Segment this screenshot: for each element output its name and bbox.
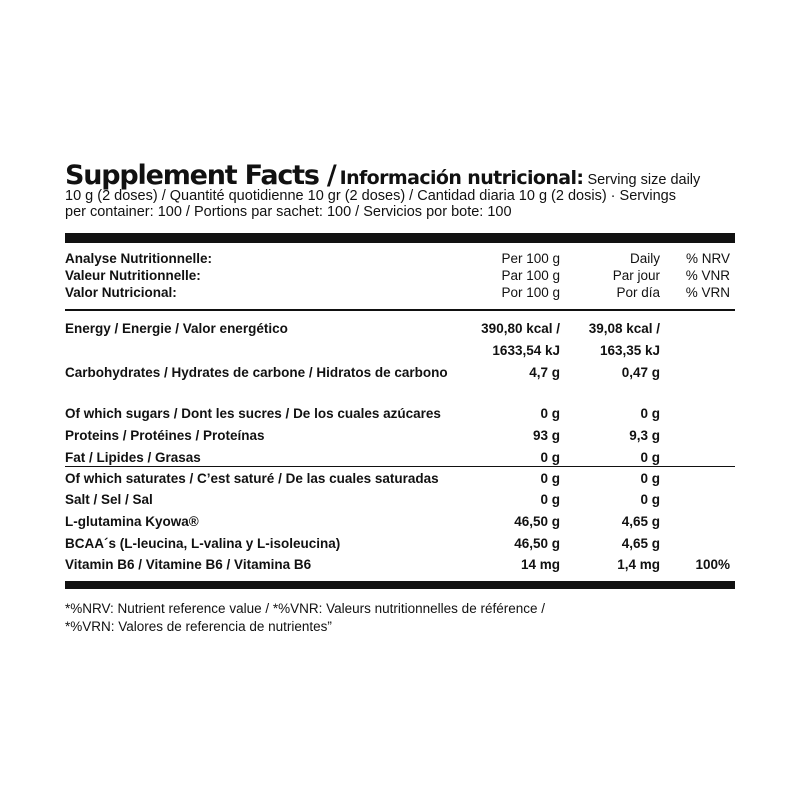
- nutrient-label: L-glutamina Kyowa®: [65, 514, 199, 529]
- footnote-line-1: *%NRV: Nutrient reference value / *%VNR: Valeurs nutritionnelles de référence /: [65, 601, 545, 616]
- nutrient-per100: 4,7 g: [529, 365, 560, 380]
- nutrient-row: [65, 470, 735, 488]
- column-header-row: [65, 267, 735, 285]
- title-english: Supplement Facts /: [65, 160, 336, 191]
- footnote-line-2: *%VRN: Valores de referencia de nutrientes”: [65, 619, 332, 634]
- nutrient-per100: 46,50 g: [514, 536, 560, 551]
- nutrient-daily: 0 g: [640, 450, 660, 465]
- nutrient-label: Fat / Lipides / Grasas: [65, 450, 201, 465]
- column-header-row: [65, 284, 735, 302]
- nutrient-daily: 4,65 g: [621, 536, 660, 551]
- nutrient-label: Of which sugars / Dont les sucres / De los cuales azúcares: [65, 406, 441, 421]
- header-divider: [65, 309, 735, 311]
- bottom-thick-divider: [65, 581, 735, 589]
- nutrient-daily: 0 g: [640, 406, 660, 421]
- column-header-label: Valor Nutricional:: [65, 285, 177, 300]
- nutrient-per100: 93 g: [532, 428, 560, 443]
- column-header-label: Analyse Nutritionnelle:: [65, 251, 213, 266]
- column-header-row: [65, 250, 735, 268]
- nutrient-label: Energy / Energie / Valor energético: [65, 321, 288, 336]
- serving-line-3: per container: 100 / Portions par sachet: 100 / Servicios por bote: 100: [65, 204, 512, 220]
- nutrient-row: [65, 427, 735, 445]
- nutrient-row: [65, 342, 735, 360]
- column-header-label: Valeur Nutritionnelle:: [65, 268, 201, 283]
- column-header-ref: % NRV: [685, 251, 730, 266]
- thick-divider: [65, 233, 735, 243]
- nutrient-label: Salt / Sel / Sal: [65, 492, 153, 507]
- column-header-daily: Par jour: [612, 268, 660, 283]
- nutrient-label: Vitamin B6 / Vitamine B6 / Vitamina B6: [65, 557, 312, 572]
- nutrient-daily: 163,35 kJ: [599, 343, 660, 358]
- nutrient-label: Carbohydrates / Hydrates de carbone / Hidratos de carbono: [65, 365, 448, 380]
- nutrient-daily: 0 g: [640, 471, 660, 486]
- nutrient-row: [65, 491, 735, 509]
- serving-size-text: Serving size daily: [587, 172, 701, 188]
- nutrient-per100: 46,50 g: [514, 514, 560, 529]
- nutrient-row: [65, 320, 735, 338]
- nutrient-per100: 0 g: [540, 471, 560, 486]
- column-header-daily: Daily: [629, 251, 660, 266]
- nutrient-per100: 0 g: [540, 406, 560, 421]
- serving-line-2: 10 g (2 doses) / Quantité quotidienne 10 gr (2 doses) / Cantidad diaria 10 g (2 dosis) · Servings: [65, 188, 676, 204]
- column-header-daily: Por día: [616, 285, 660, 300]
- nutrient-label: BCAA´s (L-leucina, L-valina y L-isoleucina): [65, 536, 341, 551]
- nutrient-per100: 0 g: [540, 492, 560, 507]
- nutrient-daily: 4,65 g: [621, 514, 660, 529]
- nutrient-label: Proteins / Protéines / Proteínas: [65, 428, 265, 443]
- column-header-per100: Par 100 g: [501, 268, 560, 283]
- nutrient-row: [65, 556, 735, 574]
- saturates-divider: [65, 466, 735, 467]
- nutrient-row: [65, 364, 735, 382]
- nutrient-per100: 1633,54 kJ: [492, 343, 560, 358]
- nutrient-daily: 39,08 kcal /: [588, 321, 660, 336]
- title-spanish: Información nutricional:: [339, 167, 584, 189]
- label-header: [65, 160, 735, 220]
- nutrient-row: [65, 513, 735, 531]
- nutrient-daily: 0,47 g: [621, 365, 660, 380]
- nutrient-per100: 14 mg: [520, 557, 560, 572]
- column-header-per100: Por 100 g: [501, 285, 560, 300]
- nutrient-row: [65, 535, 735, 553]
- nutrient-row: [65, 405, 735, 423]
- column-header-ref: % VRN: [685, 285, 730, 300]
- nutrient-daily: 9,3 g: [629, 428, 660, 443]
- nutrient-row: [65, 449, 735, 467]
- supplement-facts-label: [65, 160, 735, 634]
- column-header-per100: Per 100 g: [501, 251, 560, 266]
- header-title-line: [65, 160, 735, 191]
- nutrient-per100: 0 g: [540, 450, 560, 465]
- nutrient-per100: 390,80 kcal /: [481, 321, 560, 336]
- nutrient-ref: 100%: [695, 557, 730, 572]
- column-header-ref: % VNR: [685, 268, 730, 283]
- nutrient-daily: 0 g: [640, 492, 660, 507]
- nutrient-label: Of which saturates / C’est saturé / De las cuales saturadas: [65, 471, 439, 486]
- nutrient-daily: 1,4 mg: [617, 557, 660, 572]
